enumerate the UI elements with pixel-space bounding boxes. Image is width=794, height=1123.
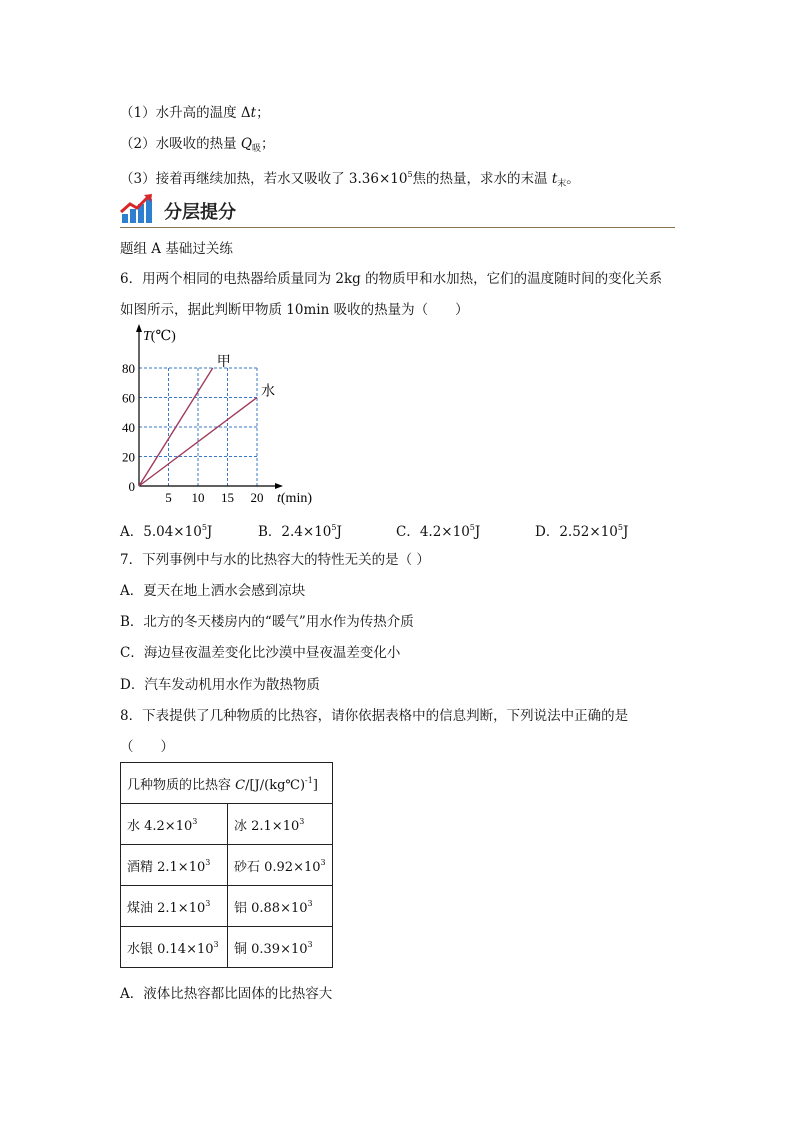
- table-row: [121, 804, 333, 845]
- q6-option-a-exp: 5: [201, 523, 207, 532]
- prev-q2: [120, 135, 274, 158]
- table-row: [121, 927, 333, 968]
- q6-option-a-text: A．5.04×10: [120, 524, 202, 540]
- cell-text: 水银 0.14×10: [127, 941, 214, 957]
- y-tick-label: 40: [122, 420, 135, 435]
- prev-q1-text: （1）水升高的温度 Δ: [120, 105, 251, 121]
- table-row: [121, 845, 333, 886]
- prev-q3-var: t: [551, 171, 558, 187]
- table-cell: [228, 886, 333, 927]
- cell-text: 铝 0.88×10: [234, 900, 308, 916]
- cell-text: 酒精 2.1×10: [127, 859, 206, 875]
- table-cell: [121, 927, 228, 968]
- q8-stem: 8．下表提供了几种物质的比热容，请你依据表格中的信息判断，下列说法中正确的是: [120, 708, 629, 724]
- table-header-text: 几种物质的比热容: [127, 777, 236, 793]
- cell-exp: 3: [320, 857, 326, 867]
- temperature-time-chart: [112, 322, 332, 512]
- table-row: [121, 886, 333, 927]
- x-tick-label: 20: [250, 490, 264, 505]
- q7-option-d[interactable]: D．汽车发动机用水作为散热物质: [120, 677, 320, 693]
- specific-heat-table: [120, 762, 333, 968]
- table-cell: [121, 804, 228, 845]
- q6-option-b-text: B．2.4×10: [258, 524, 332, 540]
- q6-option-c-text: C．4.2×10: [396, 524, 470, 540]
- prev-q1: [120, 104, 270, 122]
- prev-q1-suffix: ；: [256, 105, 270, 121]
- q6-option-d-text: D．2.52×10: [535, 524, 618, 540]
- cell-exp: 3: [213, 939, 219, 949]
- x-axis-arrow: [275, 483, 283, 489]
- q8-answer-paren: （ ）: [120, 739, 174, 755]
- q6-option-d-exp: 5: [617, 523, 623, 532]
- prev-q2-suffix: ；: [260, 136, 275, 152]
- q6-option-b[interactable]: [258, 520, 342, 540]
- cell-exp: 3: [307, 939, 313, 949]
- section-header: [120, 192, 675, 228]
- table-header-unit: /[J/(kg℃): [245, 777, 306, 793]
- cell-exp: 3: [192, 816, 198, 826]
- cell-exp: 3: [299, 816, 305, 826]
- table-cell: [228, 804, 333, 845]
- table-cell: [228, 845, 333, 886]
- series-label: 甲: [216, 354, 231, 370]
- q6-option-a[interactable]: [120, 520, 212, 540]
- prev-q1-var: t: [250, 105, 257, 121]
- q7-option-b[interactable]: B．北方的冬天楼房内的“暖气”用水作为传热介质: [120, 614, 414, 630]
- q6-stem-line1: 6．用两个相同的电热器给质量同为 2kg 的物质甲和水加热，它们的温度随时间的变化关系: [120, 271, 663, 287]
- cell-exp: 3: [205, 857, 211, 867]
- table-header-var: C: [235, 777, 246, 793]
- prev-q3-text: （3）接着再继续加热，若水又吸收了 3.36×10: [120, 171, 408, 187]
- cell-exp: 3: [205, 898, 211, 908]
- table-header-cell: [121, 763, 333, 804]
- cell-text: 水 4.2×10: [127, 818, 193, 834]
- table-header-close: ]: [312, 777, 318, 793]
- table-header-row: [121, 763, 333, 804]
- section-divider: [120, 227, 675, 228]
- cell-exp: 3: [307, 898, 313, 908]
- x-tick-label: 5: [165, 490, 172, 505]
- table-cell: [121, 845, 228, 886]
- prev-q2-text: （2）水吸收的热量: [120, 136, 241, 152]
- prev-q2-var: Q: [240, 136, 252, 152]
- cell-text: 煤油 2.1×10: [127, 900, 206, 916]
- q6-stem-line2: 如图所示，据此判断甲物质 10min 吸收的热量为（ ）: [120, 302, 469, 318]
- rising-bar-chart-icon: [120, 194, 154, 224]
- x-axis-label: t(min): [277, 491, 312, 506]
- q6-option-c[interactable]: [396, 520, 480, 540]
- q6-option-d[interactable]: [535, 520, 628, 540]
- prev-q3-suffix: 。: [566, 171, 580, 187]
- q6-option-b-exp: 5: [331, 523, 337, 532]
- group-label: 题组 A 基础过关练: [120, 241, 233, 257]
- q6-option-b-unit: J: [336, 524, 342, 540]
- cell-text: 冰 2.1×10: [234, 818, 300, 834]
- q6-option-c-exp: 5: [469, 523, 475, 532]
- q7-stem: 7．下列事例中与水的比热容大的特性无关的是（ ）: [120, 552, 430, 568]
- q6-option-a-unit: J: [206, 524, 213, 540]
- q7-option-c[interactable]: C．海边昼夜温差变化比沙漠中昼夜温差变化小: [120, 645, 401, 661]
- y-tick-label: 20: [122, 449, 135, 465]
- series-label: 水: [261, 383, 275, 400]
- x-tick-label: 10: [191, 490, 205, 505]
- y-tick-label: 0: [128, 479, 135, 494]
- prev-q3-mid: 焦的热量，求水的末温: [412, 171, 552, 187]
- y-tick-label: 80: [122, 361, 135, 376]
- y-axis-label: T(℃): [143, 329, 176, 344]
- y-tick-label: 60: [122, 390, 135, 406]
- table-cell: [228, 927, 333, 968]
- prev-q3: [120, 166, 580, 193]
- cell-text: 砂石 0.92×10: [234, 859, 321, 875]
- q6-option-c-unit: J: [474, 524, 481, 540]
- q8-option-a[interactable]: A．液体比热容都比固体的比热容大: [120, 986, 333, 1002]
- y-axis-arrow: [136, 324, 142, 332]
- prev-q3-sub: 末: [557, 179, 567, 189]
- table-cell: [121, 886, 228, 927]
- cell-text: 铜 0.39×10: [234, 941, 308, 957]
- x-tick-label: 15: [221, 490, 234, 505]
- prev-q3-exp: 5: [407, 170, 413, 179]
- table-header-exp: -1: [305, 775, 313, 785]
- q7-option-a[interactable]: A．夏天在地上洒水会感到凉块: [120, 583, 306, 599]
- prev-q2-sub: 吸: [251, 144, 261, 154]
- section-title: 分层提分: [164, 202, 236, 223]
- q6-option-d-unit: J: [622, 524, 629, 540]
